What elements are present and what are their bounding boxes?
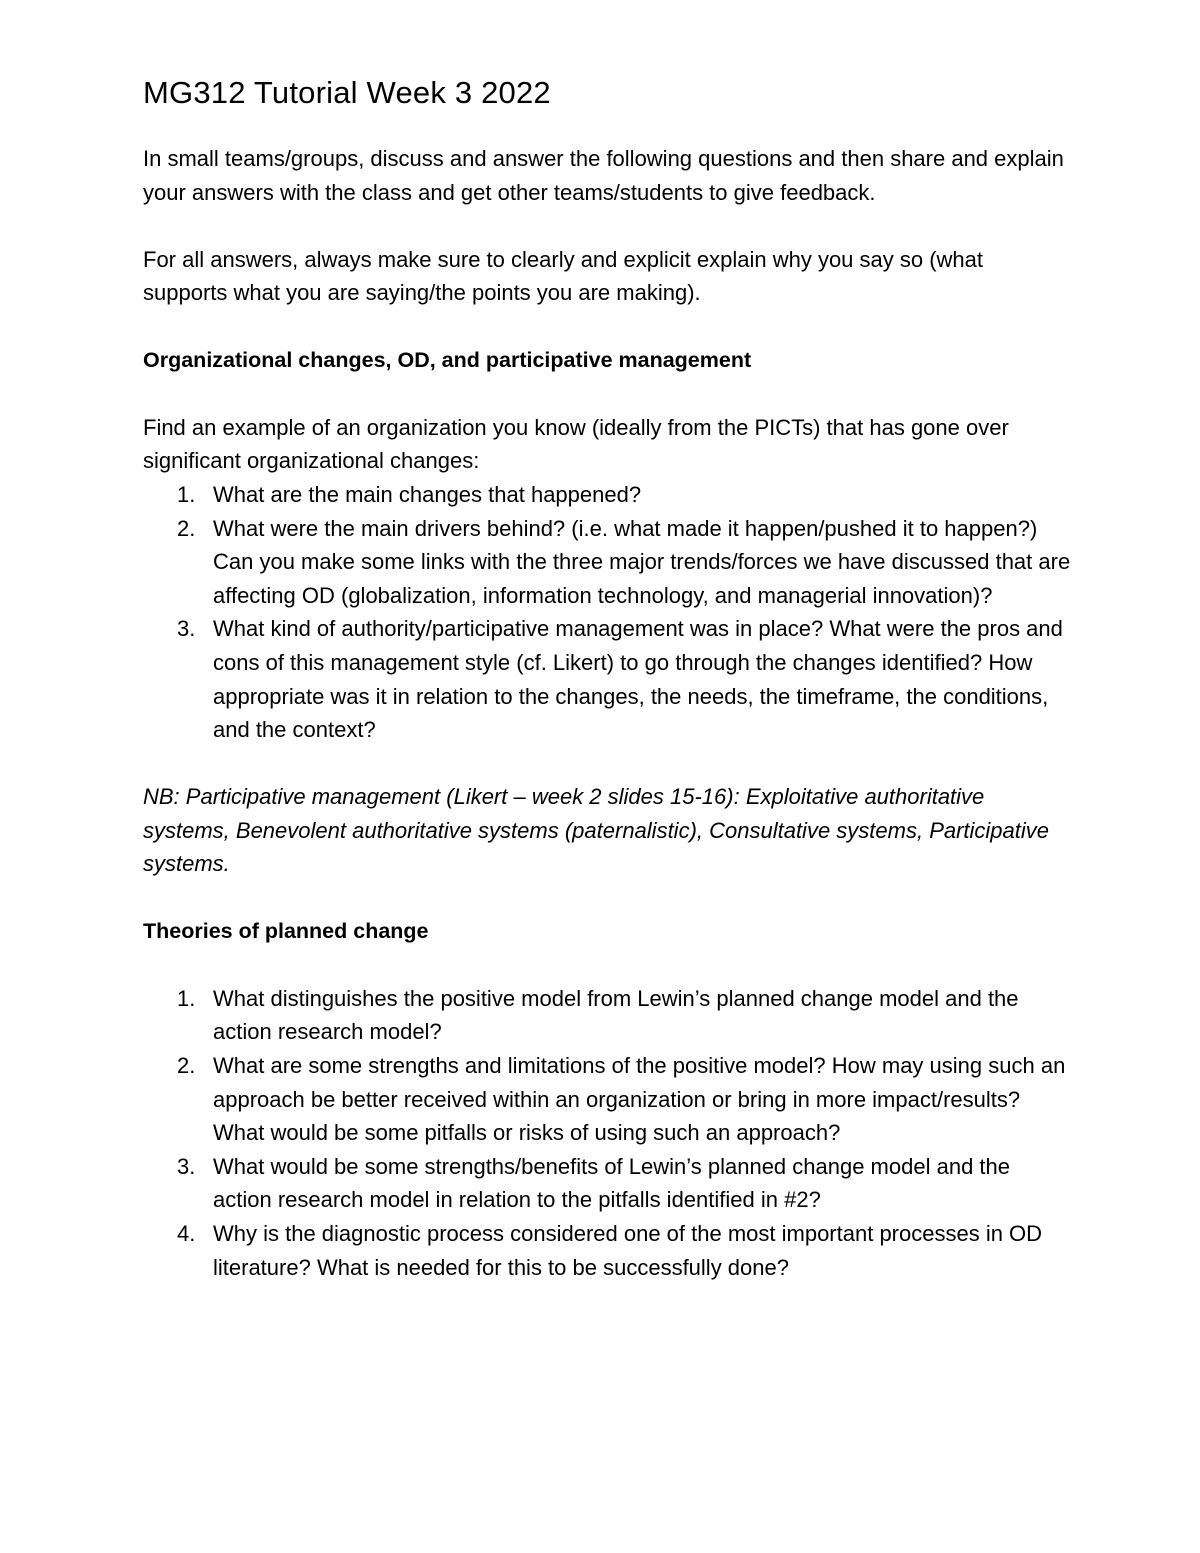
section1-question-list — [143, 478, 1073, 747]
spacer — [143, 209, 1073, 243]
spacer — [143, 116, 1073, 142]
list-item — [143, 1150, 1073, 1217]
spacer — [143, 377, 1073, 411]
intro-paragraph: In small teams/groups, discuss and answer the following questions and then share and explain your answers with the class and get other teams/students to give feedback. — [143, 146, 1064, 205]
document-page — [143, 70, 1073, 1284]
question-text: What are the main changes that happened? — [213, 481, 642, 507]
list-number: 2. — [177, 515, 196, 541]
question-text: What distinguishes the positive model from Lewin’s planned change model and the action research model? — [213, 985, 1019, 1045]
question-text: What would be some strengths/benefits of Lewin’s planned change model and the action research model in relation to the pitfalls identified in #2? — [213, 1153, 1010, 1213]
list-item — [143, 1217, 1073, 1284]
note-paragraph: NB: Participative management (Likert – week 2 slides 15-16): Exploitative authoritative systems, Benevolent authoritative systems (paternalistic), Consultative systems, Participative systems. — [143, 784, 1050, 877]
section-heading-planned-change: Theories of planned change — [143, 918, 429, 943]
section-heading-organizational-changes: Organizational changes, OD, and participative management — [143, 347, 752, 372]
list-number: 1. — [177, 481, 196, 507]
instruction-paragraph: For all answers, always make sure to clearly and explicit explain why you say so (what supports what you are saying/the points you are making). — [143, 246, 984, 306]
spacer — [143, 948, 1073, 982]
spacer — [143, 881, 1073, 915]
list-item — [143, 512, 1073, 613]
list-item — [143, 982, 1073, 1049]
list-item — [143, 612, 1073, 746]
question-text: Why is the diagnostic process considered one of the most important processes in OD literature? What is needed for this to be successfully done? — [213, 1221, 1043, 1280]
list-number: 2. — [177, 1053, 196, 1079]
list-number: 4. — [177, 1221, 196, 1246]
spacer — [143, 747, 1073, 781]
section2-question-list — [143, 982, 1073, 1284]
document-title: MG312 Tutorial Week 3 2022 — [143, 75, 551, 110]
question-text: What kind of authority/participative management was in place? What were the pros and cons of this management style (cf. Likert) to go through the changes identified? How appropriate was it in relation to the changes, the needs, the timeframe, the conditions, and the context? — [213, 616, 1063, 743]
spacer — [143, 310, 1073, 344]
question-text: What are some strengths and limitations of the positive model? How may using such an approach be better received within an organization or bring in more impact/results? What would be some pitfalls or risks of using such an approach? — [213, 1053, 1066, 1146]
question-text: What were the main drivers behind? (i.e. what made it happen/pushed it to happen?) Can you make some links with the three major trends/forces we have discussed that are affecting OD (globalization, information technology, and managerial innovation)? — [213, 515, 1071, 608]
list-item — [143, 1049, 1073, 1150]
list-number: 3. — [177, 616, 196, 642]
list-number: 1. — [177, 985, 196, 1011]
list-item — [143, 478, 1073, 512]
section1-lead-paragraph: Find an example of an organization you know (ideally from the PICTs) that has gone over significant organizational changes: — [143, 414, 1009, 474]
list-number: 3. — [177, 1153, 196, 1179]
